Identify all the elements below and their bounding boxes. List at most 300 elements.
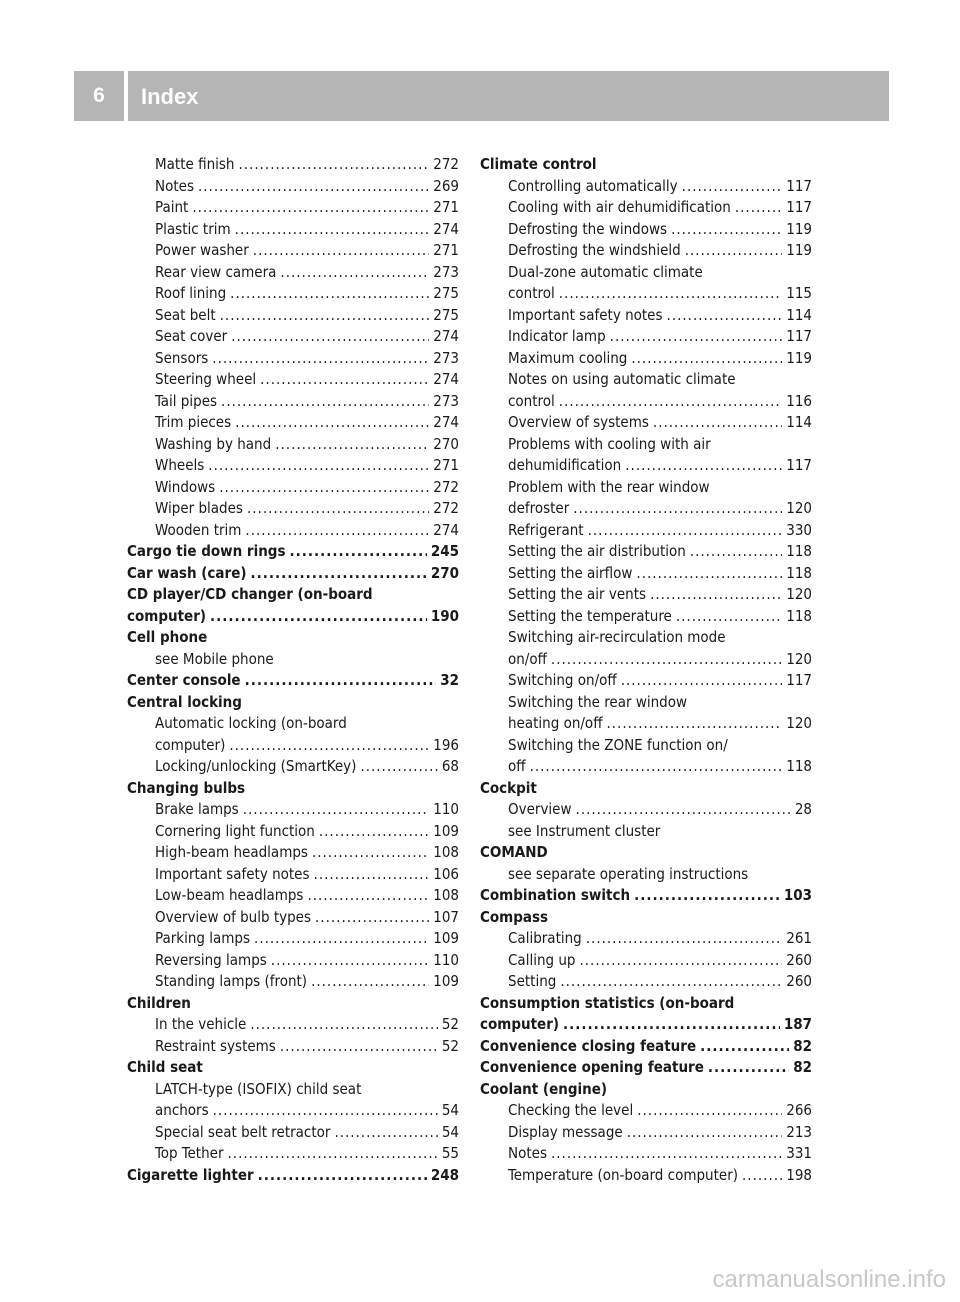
page-reference: 269 bbox=[433, 176, 459, 195]
dot-leader bbox=[253, 240, 429, 262]
index-subentry bbox=[480, 391, 812, 413]
index-entry-text: Switching on/off bbox=[508, 671, 617, 689]
dot-leader bbox=[315, 907, 429, 929]
index-subentry bbox=[480, 627, 812, 649]
index-entry-text: Coolant (engine) bbox=[480, 1079, 608, 1098]
index-heading bbox=[480, 1036, 812, 1058]
index-entry-text: Cooling with air dehumidification bbox=[508, 198, 731, 216]
index-subentry bbox=[127, 1100, 459, 1122]
index-entry-text: Power washer bbox=[155, 241, 249, 259]
page-reference: 118 bbox=[786, 757, 812, 775]
index-subentry bbox=[127, 907, 459, 929]
index-heading bbox=[480, 1014, 812, 1036]
index-entry-text: CD player/CD changer (on-board bbox=[127, 585, 373, 603]
dot-leader bbox=[685, 240, 783, 262]
dot-leader bbox=[238, 154, 429, 176]
dot-leader bbox=[579, 950, 782, 972]
dot-leader bbox=[563, 1014, 780, 1036]
dot-leader bbox=[314, 864, 430, 886]
index-entry-text: Temperature (on-board computer) bbox=[508, 1165, 739, 1184]
index-entry-text: High-beam headlamps bbox=[155, 843, 308, 861]
page-reference: 274 bbox=[433, 327, 459, 345]
page-reference: 52 bbox=[441, 1036, 459, 1055]
dot-leader bbox=[530, 756, 783, 778]
page-reference: 32 bbox=[440, 671, 459, 689]
dot-leader bbox=[636, 563, 782, 585]
index-subentry bbox=[480, 1122, 812, 1144]
index-entry-text: Children bbox=[127, 993, 191, 1012]
page-reference: 190 bbox=[430, 606, 459, 625]
dot-leader bbox=[559, 391, 782, 413]
index-entry-text: Windows bbox=[155, 477, 216, 496]
index-entry-text: Setting the air vents bbox=[508, 585, 647, 603]
index-entry-text: Child seat bbox=[127, 1058, 203, 1076]
index-subentry bbox=[127, 176, 459, 198]
dot-leader bbox=[551, 1143, 782, 1165]
dot-leader bbox=[708, 1057, 789, 1079]
index-entry-text: anchors bbox=[155, 1101, 209, 1119]
index-entry-text: Problem with the rear window bbox=[508, 477, 710, 496]
index-entry-text: COMAND bbox=[480, 843, 548, 861]
index-entry-text: computer) bbox=[155, 735, 226, 754]
index-entry-text: Cornering light function bbox=[155, 821, 315, 840]
index-entry-text: Tail pipes bbox=[155, 391, 218, 410]
page-reference: 118 bbox=[786, 542, 812, 560]
index-subentry bbox=[480, 498, 812, 520]
index-entry-text: LATCH-type (ISOFIX) child seat bbox=[155, 1079, 362, 1098]
index-subentry bbox=[127, 649, 459, 671]
index-entry-text: control bbox=[508, 284, 555, 302]
page-reference: 117 bbox=[786, 671, 812, 689]
index-subentry bbox=[480, 756, 812, 778]
index-heading bbox=[480, 885, 812, 907]
index-entry-text: Overview bbox=[508, 800, 572, 818]
dot-leader bbox=[220, 305, 430, 327]
index-entry-text: Display message bbox=[508, 1122, 623, 1141]
index-subentry bbox=[480, 305, 812, 327]
index-entry-text: Changing bulbs bbox=[127, 778, 246, 797]
page-reference: 275 bbox=[433, 284, 459, 302]
index-entry-text: Dual-zone automatic climate bbox=[508, 262, 703, 281]
index-subentry bbox=[127, 713, 459, 735]
dot-leader bbox=[560, 971, 782, 993]
page-reference: 109 bbox=[433, 821, 459, 840]
index-entry-text: Overview of systems bbox=[508, 413, 649, 431]
page-reference: 82 bbox=[793, 1058, 812, 1076]
index-subentry bbox=[480, 283, 812, 305]
page-reference: 274 bbox=[433, 520, 459, 539]
dot-leader bbox=[245, 670, 437, 692]
page-reference: 260 bbox=[786, 972, 812, 990]
page-reference: 271 bbox=[433, 241, 459, 259]
index-heading bbox=[480, 842, 812, 864]
page-reference: 54 bbox=[441, 1122, 459, 1141]
index-entry-text: Combination switch bbox=[480, 886, 631, 904]
index-entry-text: Overview of bulb types bbox=[155, 907, 312, 926]
index-entry-text: Climate control bbox=[480, 155, 597, 173]
dot-leader bbox=[230, 283, 429, 305]
index-heading bbox=[127, 563, 459, 585]
dot-leader bbox=[213, 1100, 438, 1122]
index-subentry bbox=[127, 498, 459, 520]
index-subentry bbox=[127, 434, 459, 456]
page-reference: 213 bbox=[786, 1122, 812, 1141]
dot-leader bbox=[621, 670, 783, 692]
index-subentry bbox=[127, 799, 459, 821]
page-reference: 198 bbox=[786, 1165, 812, 1184]
index-subentry bbox=[127, 928, 459, 950]
index-subentry bbox=[480, 176, 812, 198]
page-reference: 270 bbox=[433, 434, 459, 453]
index-entry-text: Convenience closing feature bbox=[480, 1036, 697, 1055]
page-reference: 103 bbox=[783, 886, 812, 904]
index-heading bbox=[127, 541, 459, 563]
dot-leader bbox=[676, 606, 782, 628]
index-entry-text: Top Tether bbox=[155, 1144, 224, 1162]
index-entry-text: defroster bbox=[508, 499, 570, 517]
index-subentry bbox=[127, 283, 459, 305]
index-heading bbox=[480, 1057, 812, 1079]
index-heading bbox=[480, 778, 812, 800]
index-entry-text: computer) bbox=[480, 1015, 560, 1033]
index-subentry bbox=[480, 563, 812, 585]
dot-leader bbox=[251, 563, 427, 585]
index-subentry bbox=[480, 197, 812, 219]
page-reference: 271 bbox=[433, 456, 459, 474]
page-reference: 271 bbox=[433, 198, 459, 216]
page-header bbox=[74, 71, 889, 121]
index-entry-text: Important safety notes bbox=[155, 864, 310, 883]
dot-leader bbox=[334, 1122, 437, 1144]
index-entry-text: Plastic trim bbox=[155, 219, 231, 238]
dot-leader bbox=[634, 885, 780, 907]
dot-leader bbox=[231, 326, 429, 348]
index-entry-text: see separate operating instructions bbox=[508, 864, 749, 883]
page-reference: 196 bbox=[433, 735, 459, 754]
index-entry-text: on/off bbox=[508, 649, 547, 668]
page-reference: 117 bbox=[786, 327, 812, 345]
page-reference: 52 bbox=[441, 1015, 459, 1033]
page-reference: 266 bbox=[786, 1101, 812, 1119]
index-entry-text: Special seat belt retractor bbox=[155, 1122, 331, 1141]
dot-leader bbox=[319, 821, 429, 843]
page-reference: 117 bbox=[786, 456, 812, 474]
dot-leader bbox=[229, 735, 429, 757]
dot-leader bbox=[245, 520, 429, 542]
page-reference: 245 bbox=[430, 542, 459, 560]
page-reference: 110 bbox=[433, 800, 459, 818]
index-entry-text: Calling up bbox=[508, 950, 576, 969]
index-entry-text: Rear view camera bbox=[155, 262, 277, 281]
index-subentry bbox=[127, 348, 459, 370]
index-entry-text: Important safety notes bbox=[508, 305, 663, 324]
index-entry-text: Paint bbox=[155, 198, 189, 216]
index-entry-text: Calibrating bbox=[508, 929, 582, 947]
dot-leader bbox=[260, 369, 429, 391]
dot-leader bbox=[250, 1014, 438, 1036]
dot-leader bbox=[280, 262, 429, 284]
page-reference: 248 bbox=[430, 1165, 459, 1184]
index-subentry bbox=[480, 434, 812, 456]
dot-leader bbox=[576, 799, 791, 821]
index-entry-text: Reversing lamps bbox=[155, 950, 267, 969]
page-number: 6 bbox=[93, 84, 105, 107]
dot-leader bbox=[606, 713, 782, 735]
index-entry-text: Notes on using automatic climate bbox=[508, 370, 736, 388]
index-entry-text: Low-beam headlamps bbox=[155, 886, 304, 904]
index-subentry bbox=[127, 885, 459, 907]
index-subentry bbox=[127, 369, 459, 391]
index-heading bbox=[480, 907, 812, 929]
index-heading bbox=[480, 1079, 812, 1101]
page-reference: 120 bbox=[786, 585, 812, 603]
index-entry-text: Consumption statistics (on-board bbox=[480, 993, 735, 1012]
page-reference: 120 bbox=[786, 714, 812, 732]
dot-leader bbox=[588, 520, 783, 542]
dot-leader bbox=[280, 1036, 438, 1058]
index-heading bbox=[127, 670, 459, 692]
page-reference: 108 bbox=[433, 886, 459, 904]
index-subentry bbox=[480, 1143, 812, 1165]
dot-leader bbox=[700, 1036, 789, 1058]
page-reference: 117 bbox=[786, 176, 812, 195]
page-reference: 110 bbox=[433, 950, 459, 969]
index-subentry bbox=[480, 928, 812, 950]
index-entry-text: Notes bbox=[155, 176, 194, 195]
dot-leader bbox=[271, 950, 429, 972]
dot-leader bbox=[290, 541, 427, 563]
index-subentry bbox=[127, 1036, 459, 1058]
index-subentry bbox=[127, 1014, 459, 1036]
page-reference: 109 bbox=[433, 929, 459, 947]
index-entry-text: heating on/off bbox=[508, 714, 603, 732]
dot-leader bbox=[627, 1122, 783, 1144]
dot-leader bbox=[235, 219, 430, 241]
index-entry-text: dehumidification bbox=[508, 456, 622, 474]
page-reference: 119 bbox=[786, 241, 812, 259]
page-reference: 107 bbox=[433, 907, 459, 926]
index-subentry bbox=[127, 1143, 459, 1165]
index-subentry bbox=[480, 369, 812, 391]
index-subentry bbox=[480, 240, 812, 262]
page-reference: 118 bbox=[786, 563, 812, 582]
index-subentry bbox=[127, 240, 459, 262]
index-entry-text: Restraint systems bbox=[155, 1036, 276, 1055]
dot-leader bbox=[247, 498, 429, 520]
index-heading bbox=[127, 993, 459, 1015]
dot-leader bbox=[671, 219, 782, 241]
page-reference: 116 bbox=[786, 391, 812, 410]
index-entry-text: Standing lamps (front) bbox=[155, 972, 308, 990]
index-entry-text: Car wash (care) bbox=[127, 563, 247, 582]
dot-leader bbox=[610, 326, 783, 348]
index-entry-text: Indicator lamp bbox=[508, 327, 606, 345]
dot-leader bbox=[254, 928, 429, 950]
page-reference: 274 bbox=[433, 413, 459, 431]
index-subentry bbox=[127, 756, 459, 778]
index-entry-text: Center console bbox=[127, 671, 241, 689]
index-subentry bbox=[127, 520, 459, 542]
index-heading bbox=[480, 993, 812, 1015]
index-subentry bbox=[127, 455, 459, 477]
index-heading bbox=[127, 606, 459, 628]
index-entry-text: computer) bbox=[127, 606, 207, 625]
index-column-left bbox=[127, 154, 459, 1186]
index-subentry bbox=[480, 649, 812, 671]
index-subentry bbox=[127, 864, 459, 886]
index-heading bbox=[127, 584, 459, 606]
index-subentry bbox=[127, 326, 459, 348]
index-subentry bbox=[480, 412, 812, 434]
index-entry-text: Parking lamps bbox=[155, 929, 251, 947]
dot-leader bbox=[360, 756, 437, 778]
index-subentry bbox=[480, 541, 812, 563]
index-entry-text: Cigarette lighter bbox=[127, 1165, 254, 1184]
index-heading bbox=[127, 692, 459, 714]
index-entry-text: Problems with cooling with air bbox=[508, 434, 711, 453]
page-reference: 119 bbox=[786, 219, 812, 238]
index-subentry bbox=[480, 713, 812, 735]
page-reference: 331 bbox=[786, 1144, 812, 1162]
index-subentry bbox=[127, 950, 459, 972]
index-entry-text: Automatic locking (on-board bbox=[155, 714, 347, 732]
index-entry-text: Trim pieces bbox=[155, 413, 232, 431]
dot-leader bbox=[690, 541, 782, 563]
index-subentry bbox=[127, 842, 459, 864]
index-entry-text: off bbox=[508, 757, 526, 775]
dot-leader bbox=[559, 283, 782, 305]
dot-leader bbox=[235, 412, 429, 434]
index-subentry bbox=[127, 219, 459, 241]
index-entry-text: Switching the rear window bbox=[508, 692, 688, 711]
page-reference: 261 bbox=[786, 929, 812, 947]
index-subentry bbox=[127, 197, 459, 219]
dot-leader bbox=[586, 928, 782, 950]
index-heading bbox=[127, 1165, 459, 1187]
dot-leader bbox=[631, 348, 782, 370]
page-reference: 270 bbox=[430, 563, 459, 582]
index-subentry bbox=[480, 1100, 812, 1122]
header-divider bbox=[124, 71, 128, 121]
index-subentry bbox=[127, 305, 459, 327]
index-entry-text: Roof lining bbox=[155, 284, 227, 302]
index-entry-text: Sensors bbox=[155, 348, 209, 367]
page-reference: 273 bbox=[433, 348, 459, 367]
watermark: carmanualsonline.info bbox=[712, 1266, 946, 1293]
index-heading bbox=[127, 627, 459, 649]
index-entry-text: Notes bbox=[508, 1144, 547, 1162]
page-reference: 274 bbox=[433, 370, 459, 388]
page-reference: 260 bbox=[786, 950, 812, 969]
page-reference: 106 bbox=[433, 864, 459, 883]
index-entry-text: control bbox=[508, 391, 555, 410]
index-subentry bbox=[480, 584, 812, 606]
dot-leader bbox=[228, 1143, 438, 1165]
index-entry-text: Steering wheel bbox=[155, 370, 257, 388]
dot-leader bbox=[275, 434, 429, 456]
index-entry-text: Setting bbox=[508, 972, 557, 990]
index-subentry bbox=[127, 262, 459, 284]
page-reference: 272 bbox=[433, 499, 459, 517]
index-subentry bbox=[480, 950, 812, 972]
index-subentry bbox=[480, 520, 812, 542]
index-entry-text: Wiper blades bbox=[155, 499, 243, 517]
index-entry-text: see Mobile phone bbox=[155, 649, 274, 668]
page-reference: 273 bbox=[433, 262, 459, 281]
section-title: Index bbox=[141, 84, 199, 109]
index-entry-text: Maximum cooling bbox=[508, 348, 628, 367]
page-reference: 275 bbox=[433, 305, 459, 324]
index-entry-text: Refrigerant bbox=[508, 520, 584, 539]
index-entry-text: Switching the ZONE function on/ bbox=[508, 735, 728, 754]
page-reference: 273 bbox=[433, 391, 459, 410]
index-entry-text: Matte finish bbox=[155, 155, 235, 173]
page-reference: 274 bbox=[433, 219, 459, 238]
index-entry-text: Washing by hand bbox=[155, 434, 272, 453]
page-reference: 120 bbox=[786, 649, 812, 668]
dot-leader bbox=[210, 606, 427, 628]
dot-leader bbox=[625, 455, 782, 477]
dot-leader bbox=[735, 197, 782, 219]
index-entry-text: Setting the temperature bbox=[508, 606, 672, 625]
page-reference: 54 bbox=[441, 1101, 459, 1119]
index-entry-text: Wooden trim bbox=[155, 520, 242, 539]
dot-leader bbox=[311, 971, 429, 993]
dot-leader bbox=[192, 197, 429, 219]
page-reference: 118 bbox=[786, 606, 812, 625]
index-subentry bbox=[480, 455, 812, 477]
page-reference: 114 bbox=[786, 305, 812, 324]
page-reference: 68 bbox=[441, 757, 459, 775]
index-subentry bbox=[127, 735, 459, 757]
index-subentry bbox=[127, 821, 459, 843]
index-subentry bbox=[480, 864, 812, 886]
index-entry-text: Wheels bbox=[155, 456, 205, 474]
index-subentry bbox=[480, 692, 812, 714]
index-subentry bbox=[480, 606, 812, 628]
page-reference: 115 bbox=[786, 284, 812, 302]
index-entry-text: Defrosting the windshield bbox=[508, 241, 681, 259]
index-subentry bbox=[480, 971, 812, 993]
page-reference: 55 bbox=[441, 1144, 459, 1162]
index-entry-text: Seat cover bbox=[155, 327, 228, 345]
page-reference: 187 bbox=[783, 1015, 812, 1033]
dot-leader bbox=[573, 498, 782, 520]
page-reference: 119 bbox=[786, 348, 812, 367]
dot-leader bbox=[653, 412, 782, 434]
page-reference: 120 bbox=[786, 499, 812, 517]
index-entry-text: see Instrument cluster bbox=[508, 821, 661, 840]
index-entry-text: Convenience opening feature bbox=[480, 1058, 704, 1076]
dot-leader bbox=[307, 885, 429, 907]
page-reference: 109 bbox=[433, 972, 459, 990]
index-entry-text: Locking/unlocking (SmartKey) bbox=[155, 757, 357, 775]
index-subentry bbox=[480, 670, 812, 692]
index-column-right bbox=[480, 154, 812, 1186]
index-subentry bbox=[127, 971, 459, 993]
dot-leader bbox=[212, 348, 429, 370]
page-reference: 108 bbox=[433, 843, 459, 861]
page-reference: 114 bbox=[786, 413, 812, 431]
index-subentry bbox=[480, 735, 812, 757]
page-reference: 272 bbox=[433, 155, 459, 173]
index-entry-text: Brake lamps bbox=[155, 800, 239, 818]
index-subentry bbox=[480, 262, 812, 284]
index-entry-text: Cell phone bbox=[127, 628, 208, 646]
dot-leader bbox=[742, 1165, 782, 1187]
index-entry-text: Controlling automatically bbox=[508, 176, 678, 195]
index-subentry bbox=[127, 154, 459, 176]
